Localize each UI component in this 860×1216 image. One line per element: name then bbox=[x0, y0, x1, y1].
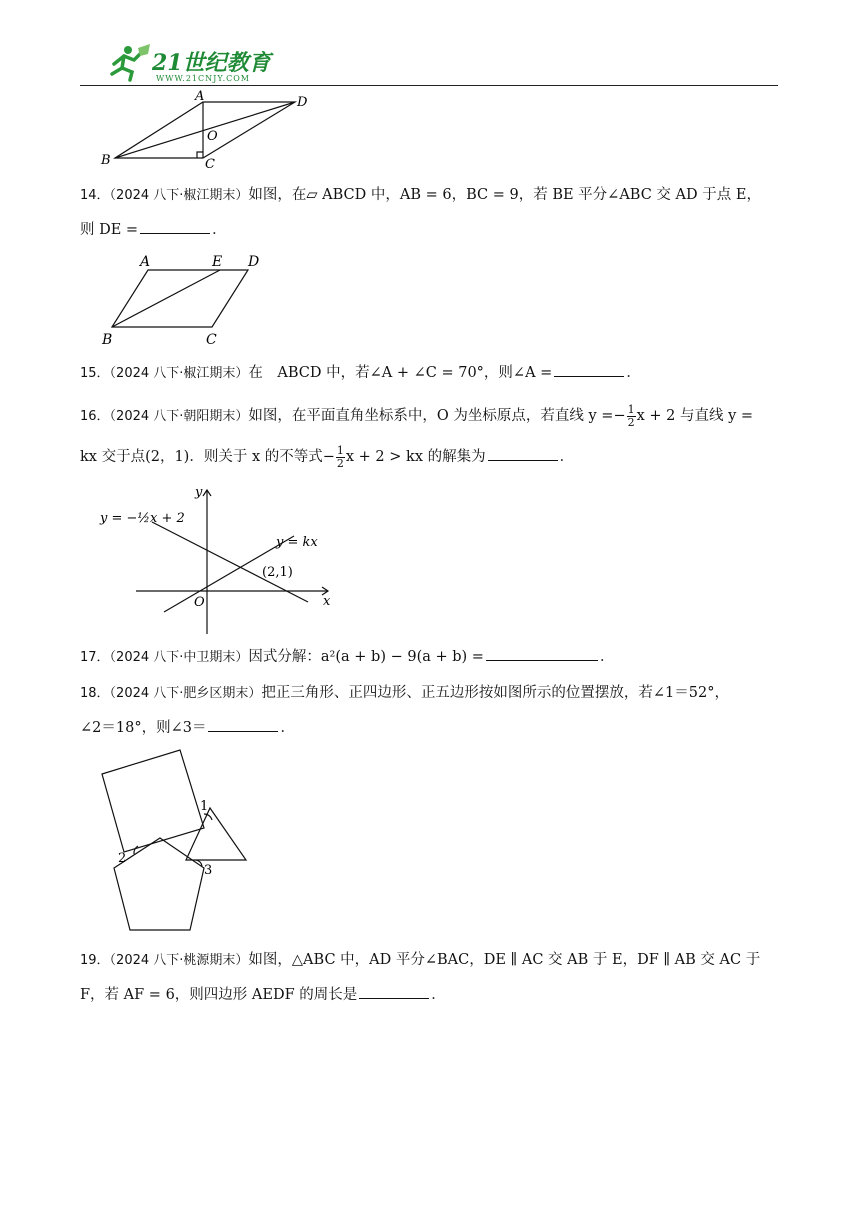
question-19 bbox=[80, 943, 780, 1012]
question-text: kx 交于点(2，1)．则关于 x 的不等式− bbox=[80, 449, 335, 465]
question-text: ． bbox=[626, 365, 641, 381]
question-text: 因式分解：a²(a + b) − 9(a + b) = bbox=[248, 649, 484, 665]
square-shape bbox=[102, 750, 204, 852]
question-text: ． bbox=[431, 987, 446, 1003]
question-number: 14． bbox=[80, 188, 110, 203]
figure-parallelogram-abdc bbox=[95, 88, 325, 172]
question-source: （2024 八下·椒江期末） bbox=[109, 366, 249, 381]
question-14 bbox=[80, 178, 780, 247]
answer-blank[interactable] bbox=[208, 717, 278, 732]
angle-label-1: 1 bbox=[200, 799, 209, 814]
label-d: D bbox=[297, 95, 308, 110]
question-text: 如图，在▱ ABCD 中，AB = 6，BC = 9，若 BE 平分∠ABC 交 AD 于点 E， bbox=[248, 187, 761, 203]
question-text: ． bbox=[599, 649, 615, 665]
question-text: 在 ABCD 中，若∠A + ∠C = 70°，则∠A = bbox=[248, 365, 553, 381]
answer-blank[interactable] bbox=[359, 984, 429, 999]
fraction: $\frac{1}{2}$ bbox=[336, 443, 344, 470]
question-source: （2024 八下·肥乡区期末） bbox=[109, 686, 262, 701]
question-text: x + 2 与直线 y = bbox=[636, 408, 754, 424]
question-18 bbox=[80, 676, 780, 745]
question-text: ． bbox=[280, 720, 295, 736]
question-number: 16． bbox=[80, 409, 110, 424]
question-source: （2024 八下·椒江期末） bbox=[109, 188, 249, 203]
figure-parallelogram-abcd bbox=[98, 250, 278, 346]
fraction: $\frac{1}{2}$ bbox=[627, 402, 635, 429]
question-source: （2024 八下·桃源期末） bbox=[109, 953, 249, 968]
question-text: 如图，△ABC 中，AD 平分∠BAC，DE ∥ AC 交 AB 于 E，DF ∥ AB 交 AC 于 bbox=[248, 952, 761, 968]
runner-icon bbox=[112, 44, 150, 80]
answer-blank[interactable] bbox=[140, 219, 210, 234]
question-text: ． bbox=[559, 449, 575, 465]
question-17 bbox=[80, 640, 780, 675]
axis-x-label: x bbox=[323, 594, 331, 609]
question-text: x + 2 > kx 的解集为 bbox=[345, 449, 486, 465]
label-b: B bbox=[102, 332, 113, 346]
logo-text: 21世纪教育 bbox=[152, 50, 271, 76]
question-text: 如图，在平面直角坐标系中，O 为坐标原点，若直线 y =− bbox=[248, 408, 626, 424]
question-16 bbox=[80, 396, 780, 477]
axis-y-label: y bbox=[195, 485, 203, 500]
label-a: A bbox=[140, 254, 151, 270]
question-text: ． bbox=[212, 222, 227, 238]
label-a: A bbox=[195, 89, 205, 104]
label-b: B bbox=[101, 153, 111, 168]
question-text: F，若 AF = 6，则四边形 AEDF 的周长是 bbox=[80, 987, 358, 1003]
question-number: 18． bbox=[80, 686, 110, 701]
question-number: 19． bbox=[80, 953, 110, 968]
logo-subtext: WWW.21CNJY.COM bbox=[156, 74, 250, 83]
answer-blank[interactable] bbox=[486, 646, 598, 661]
line1-label: y = −½x + 2 bbox=[100, 511, 185, 526]
question-15 bbox=[80, 356, 780, 391]
triangle-shape bbox=[186, 808, 246, 860]
label-c: C bbox=[206, 332, 217, 346]
point-label: (2,1) bbox=[262, 565, 293, 580]
label-e: E bbox=[212, 254, 223, 270]
question-text: 把正三角形、正四边形、正五边形按如图所示的位置摆放，若∠1＝52°， bbox=[261, 685, 729, 701]
angle-label-3: 3 bbox=[204, 863, 213, 878]
header-logo bbox=[104, 42, 274, 84]
answer-blank[interactable] bbox=[488, 446, 558, 461]
question-source: （2024 八下·中卫期末） bbox=[109, 650, 249, 665]
question-source: （2024 八下·朝阳期末） bbox=[109, 409, 249, 424]
figure-polygons bbox=[96, 748, 256, 934]
label-c: C bbox=[205, 157, 215, 172]
answer-blank[interactable] bbox=[554, 362, 624, 377]
question-text: 则 DE = bbox=[80, 222, 139, 238]
label-d: D bbox=[248, 254, 260, 270]
question-number: 17． bbox=[80, 650, 110, 665]
question-number: 15． bbox=[80, 366, 110, 381]
question-text: ∠2＝18°，则∠3＝ bbox=[80, 720, 207, 736]
header-rule bbox=[80, 85, 778, 86]
label-o: O bbox=[207, 129, 218, 144]
pentagon-shape bbox=[114, 838, 204, 930]
figure-coordinate-lines bbox=[96, 484, 346, 638]
origin-label: O bbox=[194, 595, 205, 610]
line2-label: y = kx bbox=[276, 535, 318, 550]
angle-label-2: 2 bbox=[118, 851, 127, 866]
